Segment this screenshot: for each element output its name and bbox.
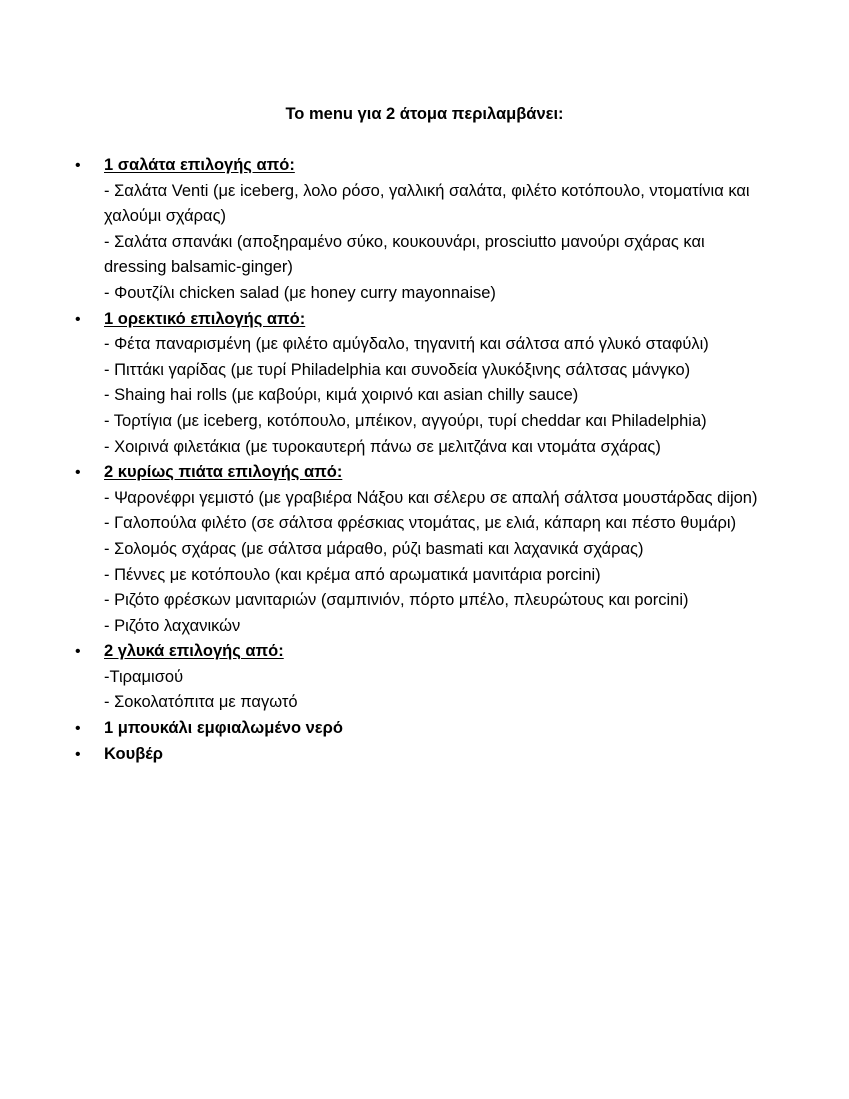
bullet-icon: • <box>75 464 81 482</box>
menu-option: - Σαλάτα Venti (με iceberg, λολο ρόσο, γαλλική σαλάτα, φιλέτο κοτόπουλο, ντοματίνια και χαλούμι σχάρας) <box>104 181 750 226</box>
extra-item: 1 μπουκάλι εμφιαλωμένο νερό <box>104 719 343 738</box>
menu-option: - Τορτίγια (με iceberg, κοτόπουλο, μπέικον, αγγούρι, τυρί cheddar και Philadelphia) <box>104 411 707 430</box>
bullet-icon: • <box>75 745 81 763</box>
list-item-cover-charge <box>75 742 764 768</box>
list-item-water <box>75 716 764 742</box>
list-item-appetizers <box>75 307 764 461</box>
menu-option: - Φέτα παναρισμένη (με φιλέτο αμύγδαλο, τηγανιτή και σάλτσα από γλυκό σταφύλι) <box>104 335 709 354</box>
bullet-icon: • <box>75 157 81 174</box>
bullet-icon: • <box>75 643 81 661</box>
section-heading: 2 κυρίως πιάτα επιλογής από: <box>104 463 343 482</box>
section-heading: 1 σαλάτα επιλογής από: <box>104 156 295 174</box>
menu-option: - Ριζότο φρέσκων μανιταριών (σαμπινιόν, πόρτο μπέλο, πλευρώτους και porcini) <box>104 591 689 610</box>
extra-item: Κουβέρ <box>104 744 163 763</box>
menu-option: - Πιττάκι γαρίδας (με τυρί Philadelphia και συνοδεία γλυκόξινης σάλτσας μάνγκο) <box>104 360 691 379</box>
bullet-icon: • <box>75 720 81 738</box>
menu-option: - Σαλάτα σπανάκι (αποξηραμένο σύκο, κουκουνάρι, prosciutto μανούρι σχάρας και dressing balsamic-ginger) <box>104 232 705 277</box>
section-heading: 1 ορεκτικό επιλογής από: <box>104 309 306 328</box>
bullet-icon: • <box>75 310 81 328</box>
menu-option: - Ριζότο λαχανικών <box>104 616 241 635</box>
menu-option: - Ψαρονέφρι γεμιστό (με γραβιέρα Νάξου και σέλερυ σε απαλή σάλτσα μουστάρδας dijon) <box>104 488 758 507</box>
menu-option: - Σολομός σχάρας (με σάλτσα μάραθο, ρύζι basmati και λαχανικά σχάρας) <box>104 539 644 558</box>
section-heading: 2 γλυκά επιλογής από: <box>104 642 284 661</box>
list-item-desserts <box>75 639 764 716</box>
menu-option: - Φουτζίλι chicken salad (με honey curry mayonnaise) <box>104 283 496 302</box>
menu-list <box>75 153 764 767</box>
list-item-salads <box>75 153 764 307</box>
menu-option: - Γαλοπούλα φιλέτο (σε σάλτσα φρέσκιας ντομάτας, με ελιά, κάπαρη και πέστο θυμάρι) <box>104 514 737 533</box>
list-item-main-courses <box>75 460 764 639</box>
menu-option: -Τιραμισού <box>104 667 184 686</box>
page-title: Το menu για 2 άτομα περιλαμβάνει: <box>285 105 564 123</box>
menu-option: - Πέννες με κοτόπουλο (και κρέμα από αρωματικά μανιτάρια porcini) <box>104 565 601 584</box>
menu-option: - Χοιρινά φιλετάκια (με τυροκαυτερή πάνω σε μελιτζάνα και ντομάτα σχάρας) <box>104 437 661 456</box>
menu-option: - Shaing hai rolls (με καβούρι, κιμά χοιρινό και asian chilly sauce) <box>104 386 579 405</box>
menu-option: - Σοκολατόπιτα με παγωτό <box>104 693 298 712</box>
